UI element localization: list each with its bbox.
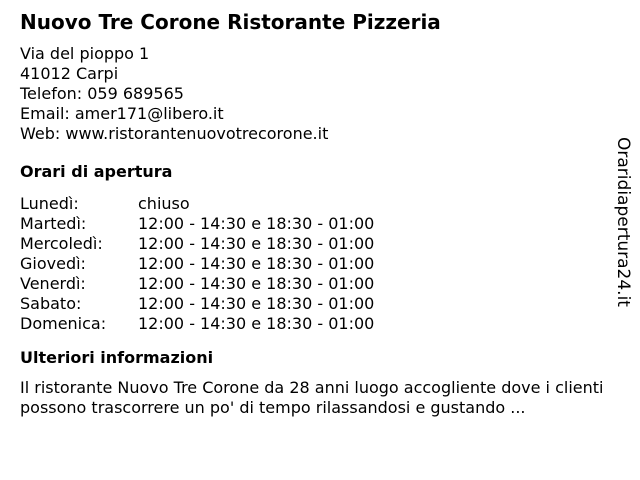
day-label: Sabato: [20, 294, 82, 313]
opening-hours-title: Orari di apertura [20, 162, 173, 181]
opening-hours-row-thursday [20, 254, 610, 274]
day-label: Domenica: [20, 314, 107, 333]
hours-value: 12:00 - 14:30 e 18:30 - 01:00 [138, 294, 375, 313]
opening-hours-row-sunday [20, 314, 610, 334]
hours-value: 12:00 - 14:30 e 18:30 - 01:00 [138, 314, 375, 333]
phone-text: Telefon: 059 689565 [20, 84, 184, 103]
opening-hours-list [20, 194, 610, 334]
opening-hours-row-monday [20, 194, 610, 214]
site-watermark: Oraridiapertura24.it [613, 137, 633, 307]
hours-value: 12:00 - 14:30 e 18:30 - 01:00 [138, 254, 375, 273]
email-text: Email: amer171@libero.it [20, 104, 224, 123]
hours-value: 12:00 - 14:30 e 18:30 - 01:00 [138, 274, 375, 293]
opening-hours-row-tuesday [20, 214, 610, 234]
hours-value: 12:00 - 14:30 e 18:30 - 01:00 [138, 234, 375, 253]
hours-value: chiuso [138, 194, 190, 213]
website-text: Web: www.ristorantenuovotrecorone.it [20, 124, 329, 143]
day-label: Lunedì: [20, 194, 79, 213]
day-label: Mercoledì: [20, 234, 103, 253]
opening-hours-row-saturday [20, 294, 610, 314]
opening-hours-row-friday [20, 274, 610, 294]
address-street: Via del pioppo 1 [20, 44, 150, 63]
hours-value: 12:00 - 14:30 e 18:30 - 01:00 [138, 214, 375, 233]
additional-info-title: Ulteriori informazioni [20, 348, 214, 367]
address-city: 41012 Carpi [20, 64, 119, 83]
opening-hours-row-wednesday [20, 234, 610, 254]
contact-details [20, 44, 610, 144]
restaurant-card [20, 8, 610, 418]
day-label: Venerdì: [20, 274, 86, 293]
day-label: Martedì: [20, 214, 87, 233]
day-label: Giovedì: [20, 254, 86, 273]
restaurant-name: Nuovo Tre Corone Ristorante Pizzeria [20, 10, 441, 34]
additional-info-text: Il ristorante Nuovo Tre Corone da 28 anni luogo accogliente dove i clienti possono trascorrere un po' di tempo rilassandosi e gustando ... [20, 378, 604, 417]
